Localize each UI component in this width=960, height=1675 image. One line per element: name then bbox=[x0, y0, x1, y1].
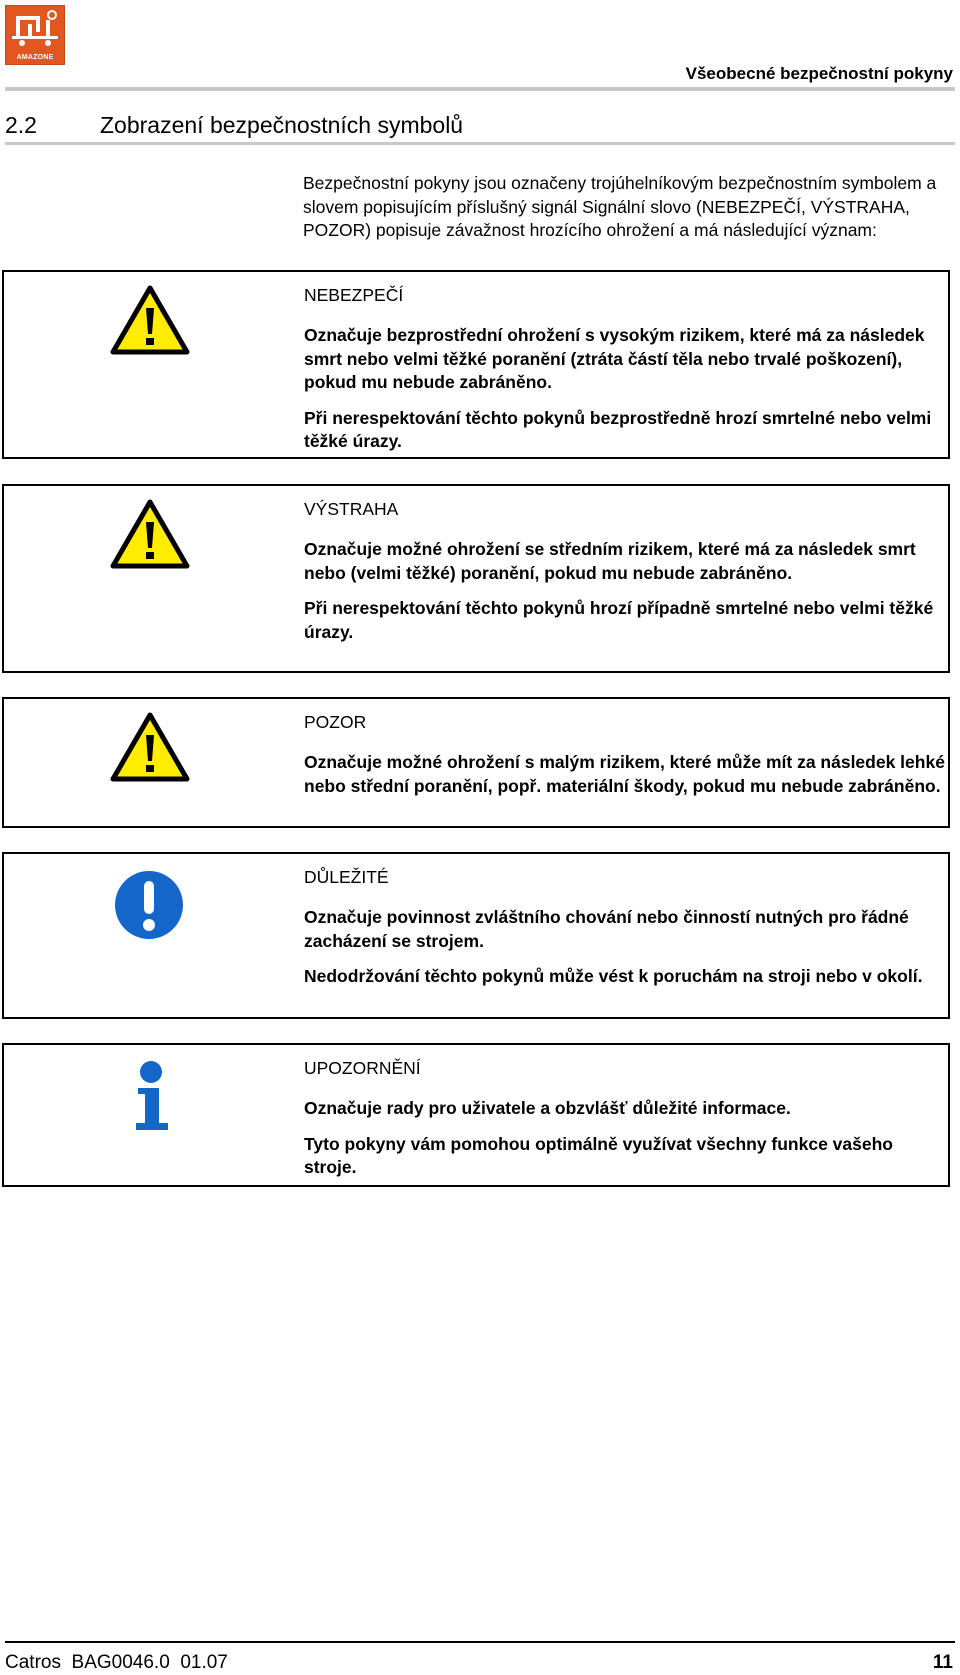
box-paragraph: Označuje možné ohrožení se středním rizikem, které má za následek smrt nebo (velmi těžké) poranění, pokud mu nebude zabráněno. bbox=[304, 539, 916, 583]
box-paragraph: Označuje rady pro uživatele a obzvlášť důležité informace. bbox=[304, 1098, 791, 1118]
section-heading bbox=[5, 112, 463, 139]
box-paragraph: Označuje povinnost zvláštního chování nebo činností nutných pro řádné zacházení se strojem. bbox=[304, 907, 909, 951]
signal-word: VÝSTRAHA bbox=[304, 499, 399, 519]
warning-triangle-icon bbox=[110, 712, 190, 782]
box-paragraph: Nedodržování těchto pokynů může vést k poruchám na stroji nebo v okolí. bbox=[304, 966, 923, 986]
box-content bbox=[304, 866, 946, 1001]
safety-box-warning bbox=[2, 484, 950, 673]
safety-box-caution bbox=[2, 697, 950, 828]
box-paragraph: Označuje bezprostřední ohrožení s vysokým rizikem, které má za následek smrt nebo velmi těžké poranění (ztráta částí těla nebo trvalé poškození), pokud mu nebude zabráněno. bbox=[304, 325, 925, 392]
page-number: 11 bbox=[932, 1652, 953, 1673]
header-divider bbox=[5, 87, 955, 91]
box-content bbox=[304, 1057, 946, 1192]
box-paragraph: Tyto pokyny vám pomohou optimálně využívat všechny funkce vašeho stroje. bbox=[304, 1133, 893, 1177]
box-paragraph: Při nerespektování těchto pokynů hrozí případně smrtelné nebo velmi těžké úrazy. bbox=[304, 598, 934, 642]
header-title: Všeobecné bezpečnostní pokyny bbox=[685, 64, 953, 83]
box-content bbox=[304, 284, 946, 466]
intro-paragraph: Bezpečnostní pokyny jsou označeny trojúhelníkovým bezpečnostním symbolem a slovem popisujícím příslušný signál Signální slovo (NEBEZPEČÍ, VÝSTRAHA, POZOR) popisuje závažnost hrozícího ohrožení a má následující význam: bbox=[303, 173, 937, 240]
signal-word: POZOR bbox=[304, 712, 367, 732]
section-divider bbox=[5, 142, 955, 145]
logo-text: AMAZONE bbox=[16, 54, 54, 61]
warning-triangle-icon bbox=[110, 499, 190, 569]
safety-box-important bbox=[2, 852, 950, 1019]
section-number: 2.2 bbox=[5, 112, 37, 138]
footer-divider bbox=[5, 1641, 955, 1643]
safety-box-notice bbox=[2, 1043, 950, 1187]
logo-emblem-icon bbox=[6, 6, 64, 50]
section-title: Zobrazení bezpečnostních symbolů bbox=[100, 112, 464, 138]
safety-box-danger bbox=[2, 270, 950, 459]
warning-triangle-icon bbox=[110, 285, 190, 355]
signal-word: DŮLEŽITÉ bbox=[304, 867, 389, 887]
amazone-logo bbox=[5, 5, 65, 65]
signal-word: UPOZORNĚNÍ bbox=[304, 1058, 421, 1078]
footer-document-id: Catros BAG0046.0 01.07 bbox=[5, 1652, 228, 1673]
signal-word: NEBEZPEČÍ bbox=[304, 285, 404, 305]
exclamation-circle-icon bbox=[114, 870, 184, 940]
box-paragraph: Při nerespektování těchto pokynů bezprostředně hrozí smrtelné nebo velmi těžké úrazy. bbox=[304, 407, 932, 451]
box-content bbox=[304, 498, 946, 656]
box-content bbox=[304, 711, 946, 810]
box-paragraph: Označuje možné ohrožení s malým rizikem, které může mít za následek lehké nebo střední poranění, popř. materiální škody, pokud mu nebude zabráněno. bbox=[304, 752, 945, 796]
info-icon bbox=[132, 1061, 170, 1131]
